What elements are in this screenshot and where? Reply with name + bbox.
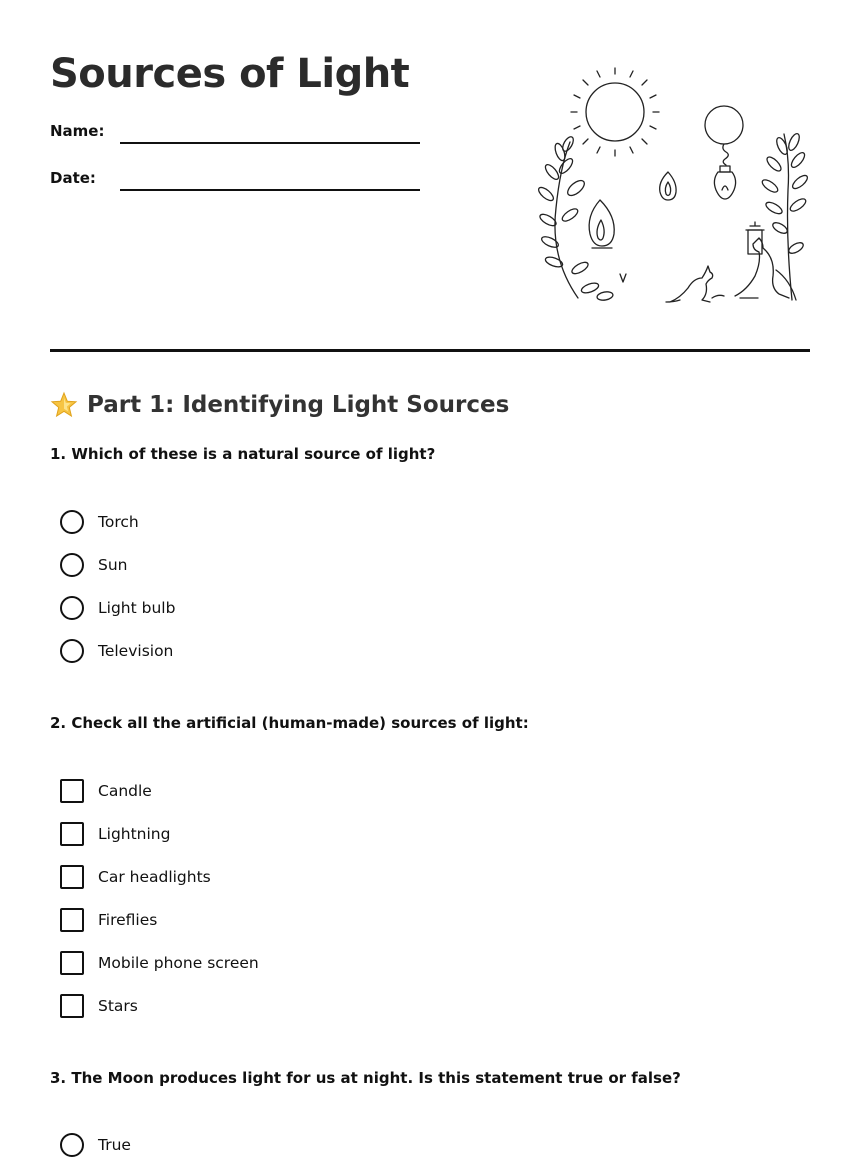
q2-option-lightning[interactable] [60, 821, 170, 847]
q2-option-stars[interactable] [60, 993, 138, 1019]
q1-option-television[interactable] [60, 638, 173, 664]
q1-option-sun[interactable] [60, 552, 128, 578]
option-label: True [98, 1136, 131, 1154]
option-label: Lightning [98, 825, 171, 843]
q3-option-true[interactable] [60, 1132, 131, 1158]
name-label: Name: [50, 122, 105, 140]
right-vine-icon [760, 132, 809, 300]
radio-button[interactable] [60, 639, 84, 663]
checkbox[interactable] [60, 951, 84, 975]
q1-option-light-bulb[interactable] [60, 595, 175, 621]
option-label: Sun [98, 556, 128, 574]
option-label: Candle [98, 782, 152, 800]
question-2: 2. Check all the artificial (human-made) sources of light: [50, 714, 529, 732]
name-input-line[interactable] [120, 142, 420, 144]
large-kangaroo-icon [735, 238, 796, 300]
date-label: Date: [50, 169, 96, 187]
question-3: 3. The Moon produces light for us at night. Is this statement true or false? [50, 1069, 681, 1087]
light-sources-illustration [530, 60, 820, 310]
q2-option-fireflies[interactable] [60, 907, 157, 933]
candle-flame-icon [589, 200, 614, 248]
radio-button[interactable] [60, 596, 84, 620]
page-title: Sources of Light [50, 51, 410, 97]
q2-option-mobile-phone-screen[interactable] [60, 950, 259, 976]
question-1: 1. Which of these is a natural source of light? [50, 445, 436, 463]
checkbox[interactable] [60, 865, 84, 889]
section-divider [50, 349, 810, 352]
light-bulb-icon [714, 166, 735, 199]
checkbox[interactable] [60, 908, 84, 932]
star-icon [50, 391, 78, 419]
option-label: Light bulb [98, 599, 176, 617]
option-label: Torch [98, 513, 139, 531]
option-label: Car headlights [98, 868, 211, 886]
q2-option-car-headlights[interactable] [60, 864, 211, 890]
option-label: Fireflies [98, 911, 158, 929]
moon-icon [705, 106, 743, 144]
name-field[interactable] [50, 122, 430, 152]
small-kangaroo-icon [666, 266, 713, 302]
checkbox[interactable] [60, 994, 84, 1018]
string-icon [723, 144, 728, 165]
option-label: Stars [98, 997, 138, 1015]
date-input-line[interactable] [120, 189, 420, 191]
part1-title-text: Part 1: Identifying Light Sources [87, 392, 510, 418]
checkbox[interactable] [60, 779, 84, 803]
sun-icon [571, 68, 659, 156]
q1-option-torch[interactable] [60, 509, 139, 535]
checkbox[interactable] [60, 822, 84, 846]
part1-title [50, 388, 509, 422]
date-field[interactable] [50, 169, 430, 199]
option-label: Television [98, 642, 174, 660]
q2-option-candle[interactable] [60, 778, 152, 804]
flame-icon [660, 172, 676, 200]
option-label: Mobile phone screen [98, 954, 259, 972]
radio-button[interactable] [60, 553, 84, 577]
radio-button[interactable] [60, 1133, 84, 1157]
radio-button[interactable] [60, 510, 84, 534]
ground-line-icon [712, 295, 724, 298]
